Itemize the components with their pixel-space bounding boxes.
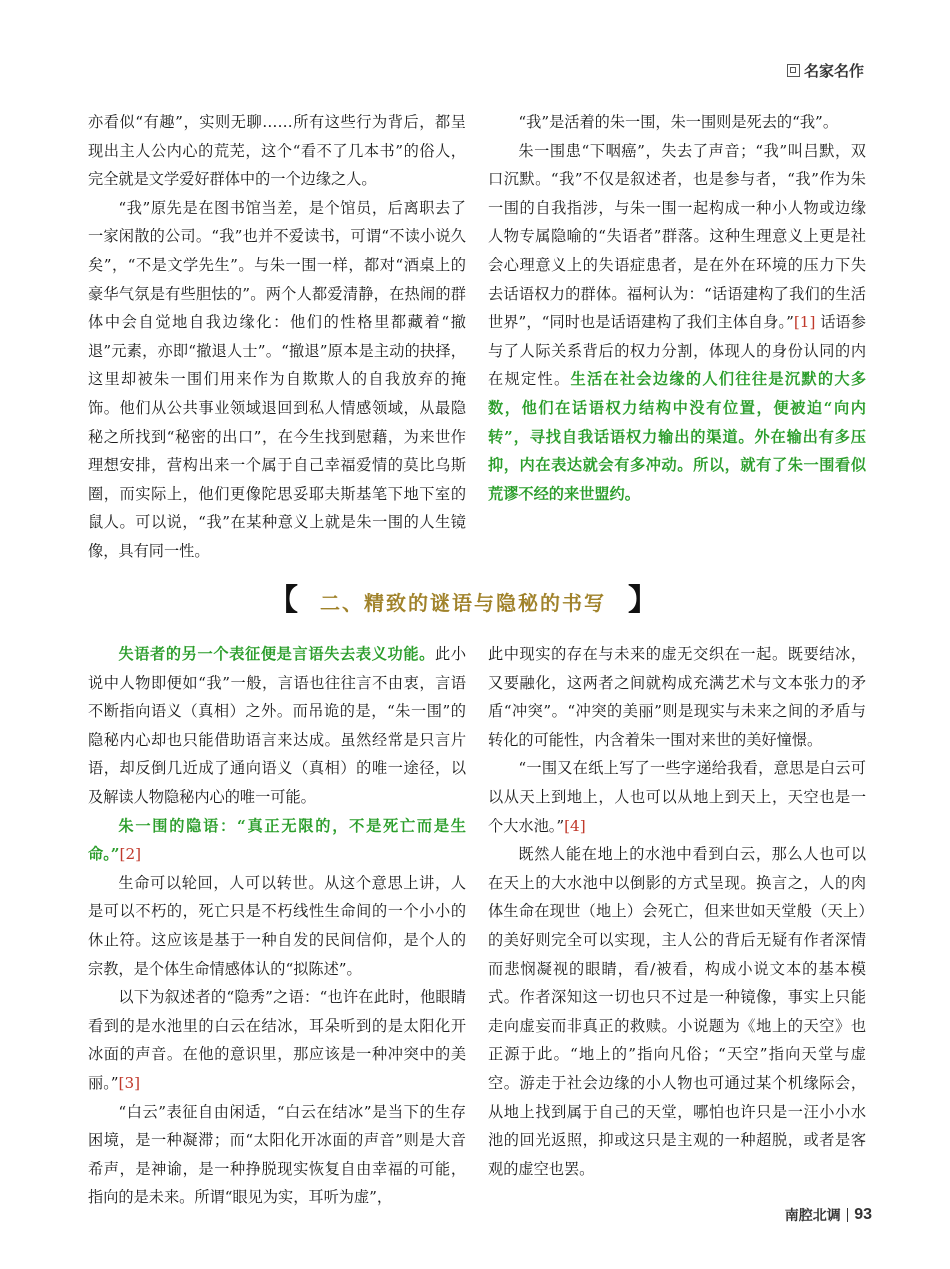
paragraph (88, 812, 466, 869)
citation-link[interactable]: [4] (564, 816, 586, 835)
column-3 (88, 640, 466, 1212)
paragraph: “我”原先是在图书馆当差，是个馆员，后离职去了一家闲散的公司。“我”也并不爱读书，可谓“不读小说久矣”，“不是文学先生”。与朱一围一样，都对“酒桌上的豪华气氛是有些胆怯的”。两个人都爱清静，在热闹的群体中会自觉地自我边缘化：他们的性格里都藏着“撤退”元素，亦即“撤退人士”。“撤退”原本是主动的抉择，这里却被朱一围们用来作为自欺欺人的自我放弃的掩饰。他们从公共事业领域退回到私人情感领域，从最隐秘之所找到“秘密的出口”，在今生找到慰藉，为来世作理想安排，营构出来一个属于自己幸福爱情的莫比乌斯圈，而实际上，他们更像陀思妥耶夫斯基笔下地下室的鼠人。可以说，“我”在某种意义上就是朱一围的人生镜像，具有同一性。 (88, 198, 466, 560)
column-marker-icon (787, 64, 800, 77)
citation-link[interactable]: [1] (793, 313, 816, 332)
paragraph-text: “一围又在纸上写了一些字递给我看，意思是白云可以从天上到地上，人也可以从地上到天上，天空也是一个大水池。” (488, 759, 866, 835)
paragraph (488, 137, 866, 509)
section-title-text: 二、精致的谜语与隐秘的书写 (320, 590, 606, 615)
paragraph-text: 以下为叙述者的“隐秀”之语：“也许在此时，他眼睛看到的是水池里的白云在结冰，耳朵听到的是太阳化开冰面的声音。在他的意识里，那应该是一种冲突中的美丽。” (88, 988, 466, 1092)
paragraph: 亦看似“有趣”，实则无聊……所有这些行为背后，都呈现出主人公内心的荒芜，这个“看不了几本书”的俗人，完全就是文学爱好群体中的一个边缘之人。 (88, 113, 466, 189)
paragraph (488, 754, 866, 840)
column-name: 名家名作 (803, 62, 864, 80)
highlighted-text: 朱一围的隐语：“真正无限的，不是死亡而是生命。” (88, 816, 466, 864)
paragraph-text: 话语参与了人际关系背后的权力分割，体现人的身份认同的内在规定性。 (488, 313, 866, 389)
paragraph: 此中现实的存在与未来的虚无交织在一起。既要结冰，又要融化，这两者之间就构成充满艺术与文本张力的矛盾“冲突”。“冲突的美丽”则是现实与未来之间的矛盾与转化的可能性，内含着朱一围对来世的美好憧憬。 (488, 645, 866, 749)
section-heading (268, 584, 688, 618)
paragraph: 生命可以轮回，人可以转世。从这个意思上讲，人是可以不朽的，死亡只是不朽线性生命间的一个小小的休止符。这应该是基于一种自发的民间信仰，是个人的宗教，是个体生命情感体认的“拟陈述”。 (88, 873, 466, 978)
column-2 (488, 108, 866, 508)
left-bracket-icon: 【 (268, 583, 298, 618)
citation-link[interactable]: [3] (118, 1073, 141, 1092)
page-number: 93 (854, 1206, 872, 1223)
paragraph (88, 983, 466, 1097)
footer-divider (847, 1208, 849, 1222)
paragraph: 既然人能在地上的水池中看到白云，那么人也可以在天上的大水池中以倒影的方式呈现。换言之，人的肉体生命在现世（地上）会死亡，但来世如天堂般（天上）的美好则完全可以实现，主人公的背后无疑有作者深情而悲悯凝视的眼睛，看/被看，构成小说文本的基本模式。作者深知这一切也只不过是一种镜像，事实上只能走向虚妄而非真正的救赎。小说题为《地上的天空》也正源于此。“地上的”指向凡俗；“天空”指向天堂与虚空。游走于社会边缘的小人物也可通过某个机缘际会，从地上找到属于自己的天堂，哪怕也许只是一汪小小水池的回光返照，抑或这只是主观的一种超脱，或者是客观的虚空也罢。 (488, 845, 866, 1178)
page-header (787, 60, 864, 81)
right-bracket-icon: 】 (628, 583, 658, 618)
column-1 (88, 108, 466, 566)
citation-link[interactable]: [2] (119, 845, 142, 864)
paragraph-text: 朱一围患“下咽癌”，失去了声音；“我”叫吕默，双口沉默。“我”不仅是叙述者，也是参与者，“我”作为朱一围的自我指涉，与朱一围一起构成一种小人物或边缘人物专属隐喻的“失语者”群落。这种生理意义上更是社会心理意义上的失语症患者，是在外在环境的压力下失去话语权力的群体。福柯认为：“话语建构了我们的生活世界”，“同时也是话语建构了我们主体自身。” (488, 141, 866, 332)
page-footer (785, 1205, 872, 1225)
column-4 (488, 640, 866, 1183)
magazine-name: 南腔北调 (784, 1208, 841, 1224)
paragraph (88, 640, 466, 812)
highlighted-text: 生活在社会边缘的人们往往是沉默的大多数，他们在话语权力结构中没有位置，便被迫“向内转”，寻找自我话语权力输出的渠道。外在输出有多压抑，内在表达就会有多冲动。所以，就有了朱一围看似荒谬不经的来世盟约。 (488, 370, 867, 503)
paragraph: “我”是活着的朱一围，朱一围则是死去的“我”。 (518, 113, 839, 131)
paragraph: “白云”表征自由闲适，“白云在结冰”是当下的生存困境，是一种凝滞；而“太阳化开冰面的声音”则是大音希声，是神谕，是一种挣脱现实恢复自由幸福的可能，指向的是未来。所谓“眼见为实，耳听为虚”， (88, 1102, 466, 1207)
highlighted-text: 失语者的另一个表征便是言语失去表义功能。 (118, 645, 435, 663)
paragraph-text: 此小说中人物即便如“我”一般，言语也往往言不由衷，言语不断指向语义（真相）之外。而吊诡的是，“朱一围”的隐秘内心却也只能借助语言来达成。虽然经常是只言片语，却反倒几近成了通向语义（真相）的唯一途径，以及解读人物隐秘内心的唯一可能。 (88, 645, 467, 806)
